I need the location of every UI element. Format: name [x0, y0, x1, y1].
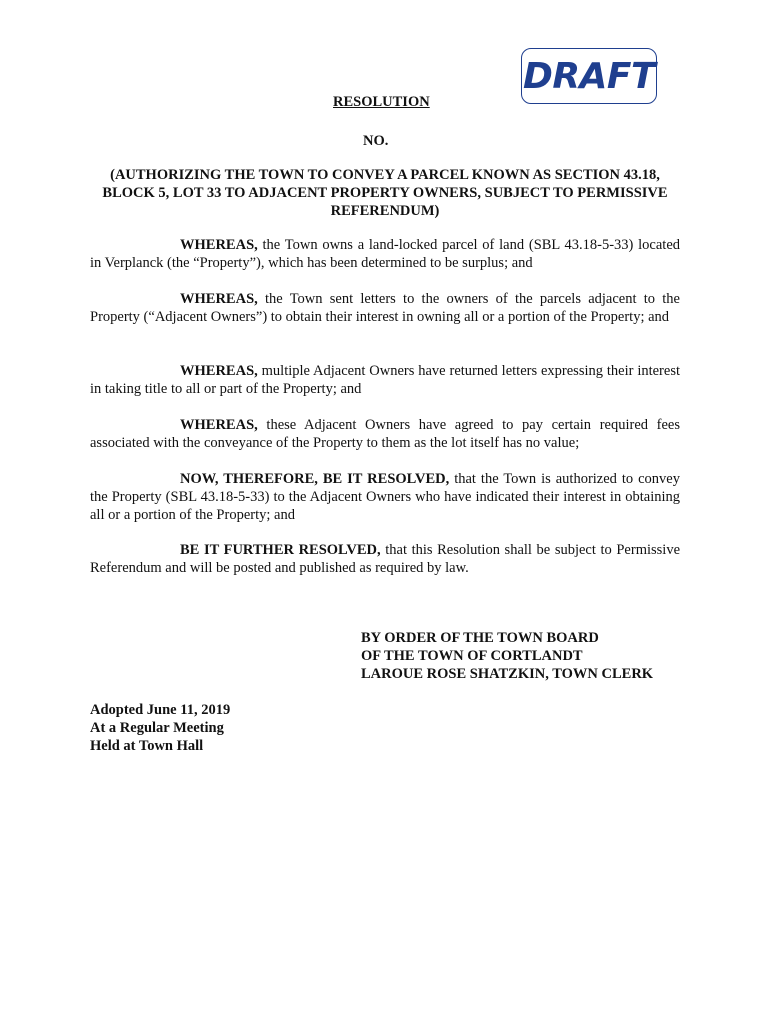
adoption-line: Adopted June 11, 2019 [90, 702, 231, 718]
further-resolved-paragraph [90, 541, 680, 577]
paragraph-lead: WHEREAS, [180, 417, 258, 433]
resolution-heading: (AUTHORIZING THE TOWN TO CONVEY A PARCEL KNOWN AS SECTION 43.18, BLOCK 5, LOT 33 TO ADJACENT PROPERTY OWNERS, SUBJECT TO PERMISSIVE REFERENDUM) [102, 167, 668, 219]
paragraph-text: multiple Adjacent Owners have returned letters expressing their interest in taking title to all or part of the Property; and [90, 363, 680, 397]
whereas-paragraph-1 [90, 236, 680, 272]
whereas-paragraph-2 [90, 290, 680, 326]
whereas-paragraph-3 [90, 362, 680, 398]
resolution-number: NO. [363, 133, 389, 149]
paragraph-lead: WHEREAS, [180, 363, 258, 379]
paragraph-lead: WHEREAS, [180, 291, 258, 307]
signature-block [361, 629, 653, 683]
signature-line: LAROUE ROSE SHATZKIN, TOWN CLERK [361, 666, 654, 682]
signature-line: OF THE TOWN OF CORTLANDT [361, 648, 583, 664]
adoption-line: Held at Town Hall [90, 738, 204, 754]
paragraph-lead: BE IT FURTHER RESOLVED, [180, 542, 381, 558]
paragraph-text: that the Town is authorized to convey the Property (SBL 43.18-5-33) to the Adjacent Owners who have indicated their interest in obtaining all or a portion of the Property; and [90, 471, 680, 523]
paragraph-text: the Town owns a land-locked parcel of land (SBL 43.18-5-33) located in Verplanck (the “Property”), which has been determined to be surplus; and [90, 237, 680, 271]
adoption-line: At a Regular Meeting [90, 720, 224, 736]
paragraph-lead: NOW, THEREFORE, BE IT RESOLVED, [180, 471, 450, 487]
whereas-paragraph-4 [90, 416, 680, 452]
paragraph-text: these Adjacent Owners have agreed to pay certain required fees associated with the conveyance of the Property to them as the lot itself has no value; [90, 417, 680, 451]
draft-stamp: DRAFT [521, 48, 657, 104]
document-title: RESOLUTION [333, 94, 430, 110]
paragraph-text: that this Resolution shall be subject to Permissive Referendum and will be posted and published as required by law. [90, 542, 680, 576]
paragraph-lead: WHEREAS, [180, 237, 258, 253]
resolved-paragraph [90, 470, 680, 524]
adoption-block [90, 701, 230, 755]
signature-line: BY ORDER OF THE TOWN BOARD [361, 630, 599, 646]
paragraph-text: the Town sent letters to the owners of the parcels adjacent to the Property (“Adjacent Owners”) to obtain their interest in owning all or a portion of the Property; and [90, 291, 680, 325]
